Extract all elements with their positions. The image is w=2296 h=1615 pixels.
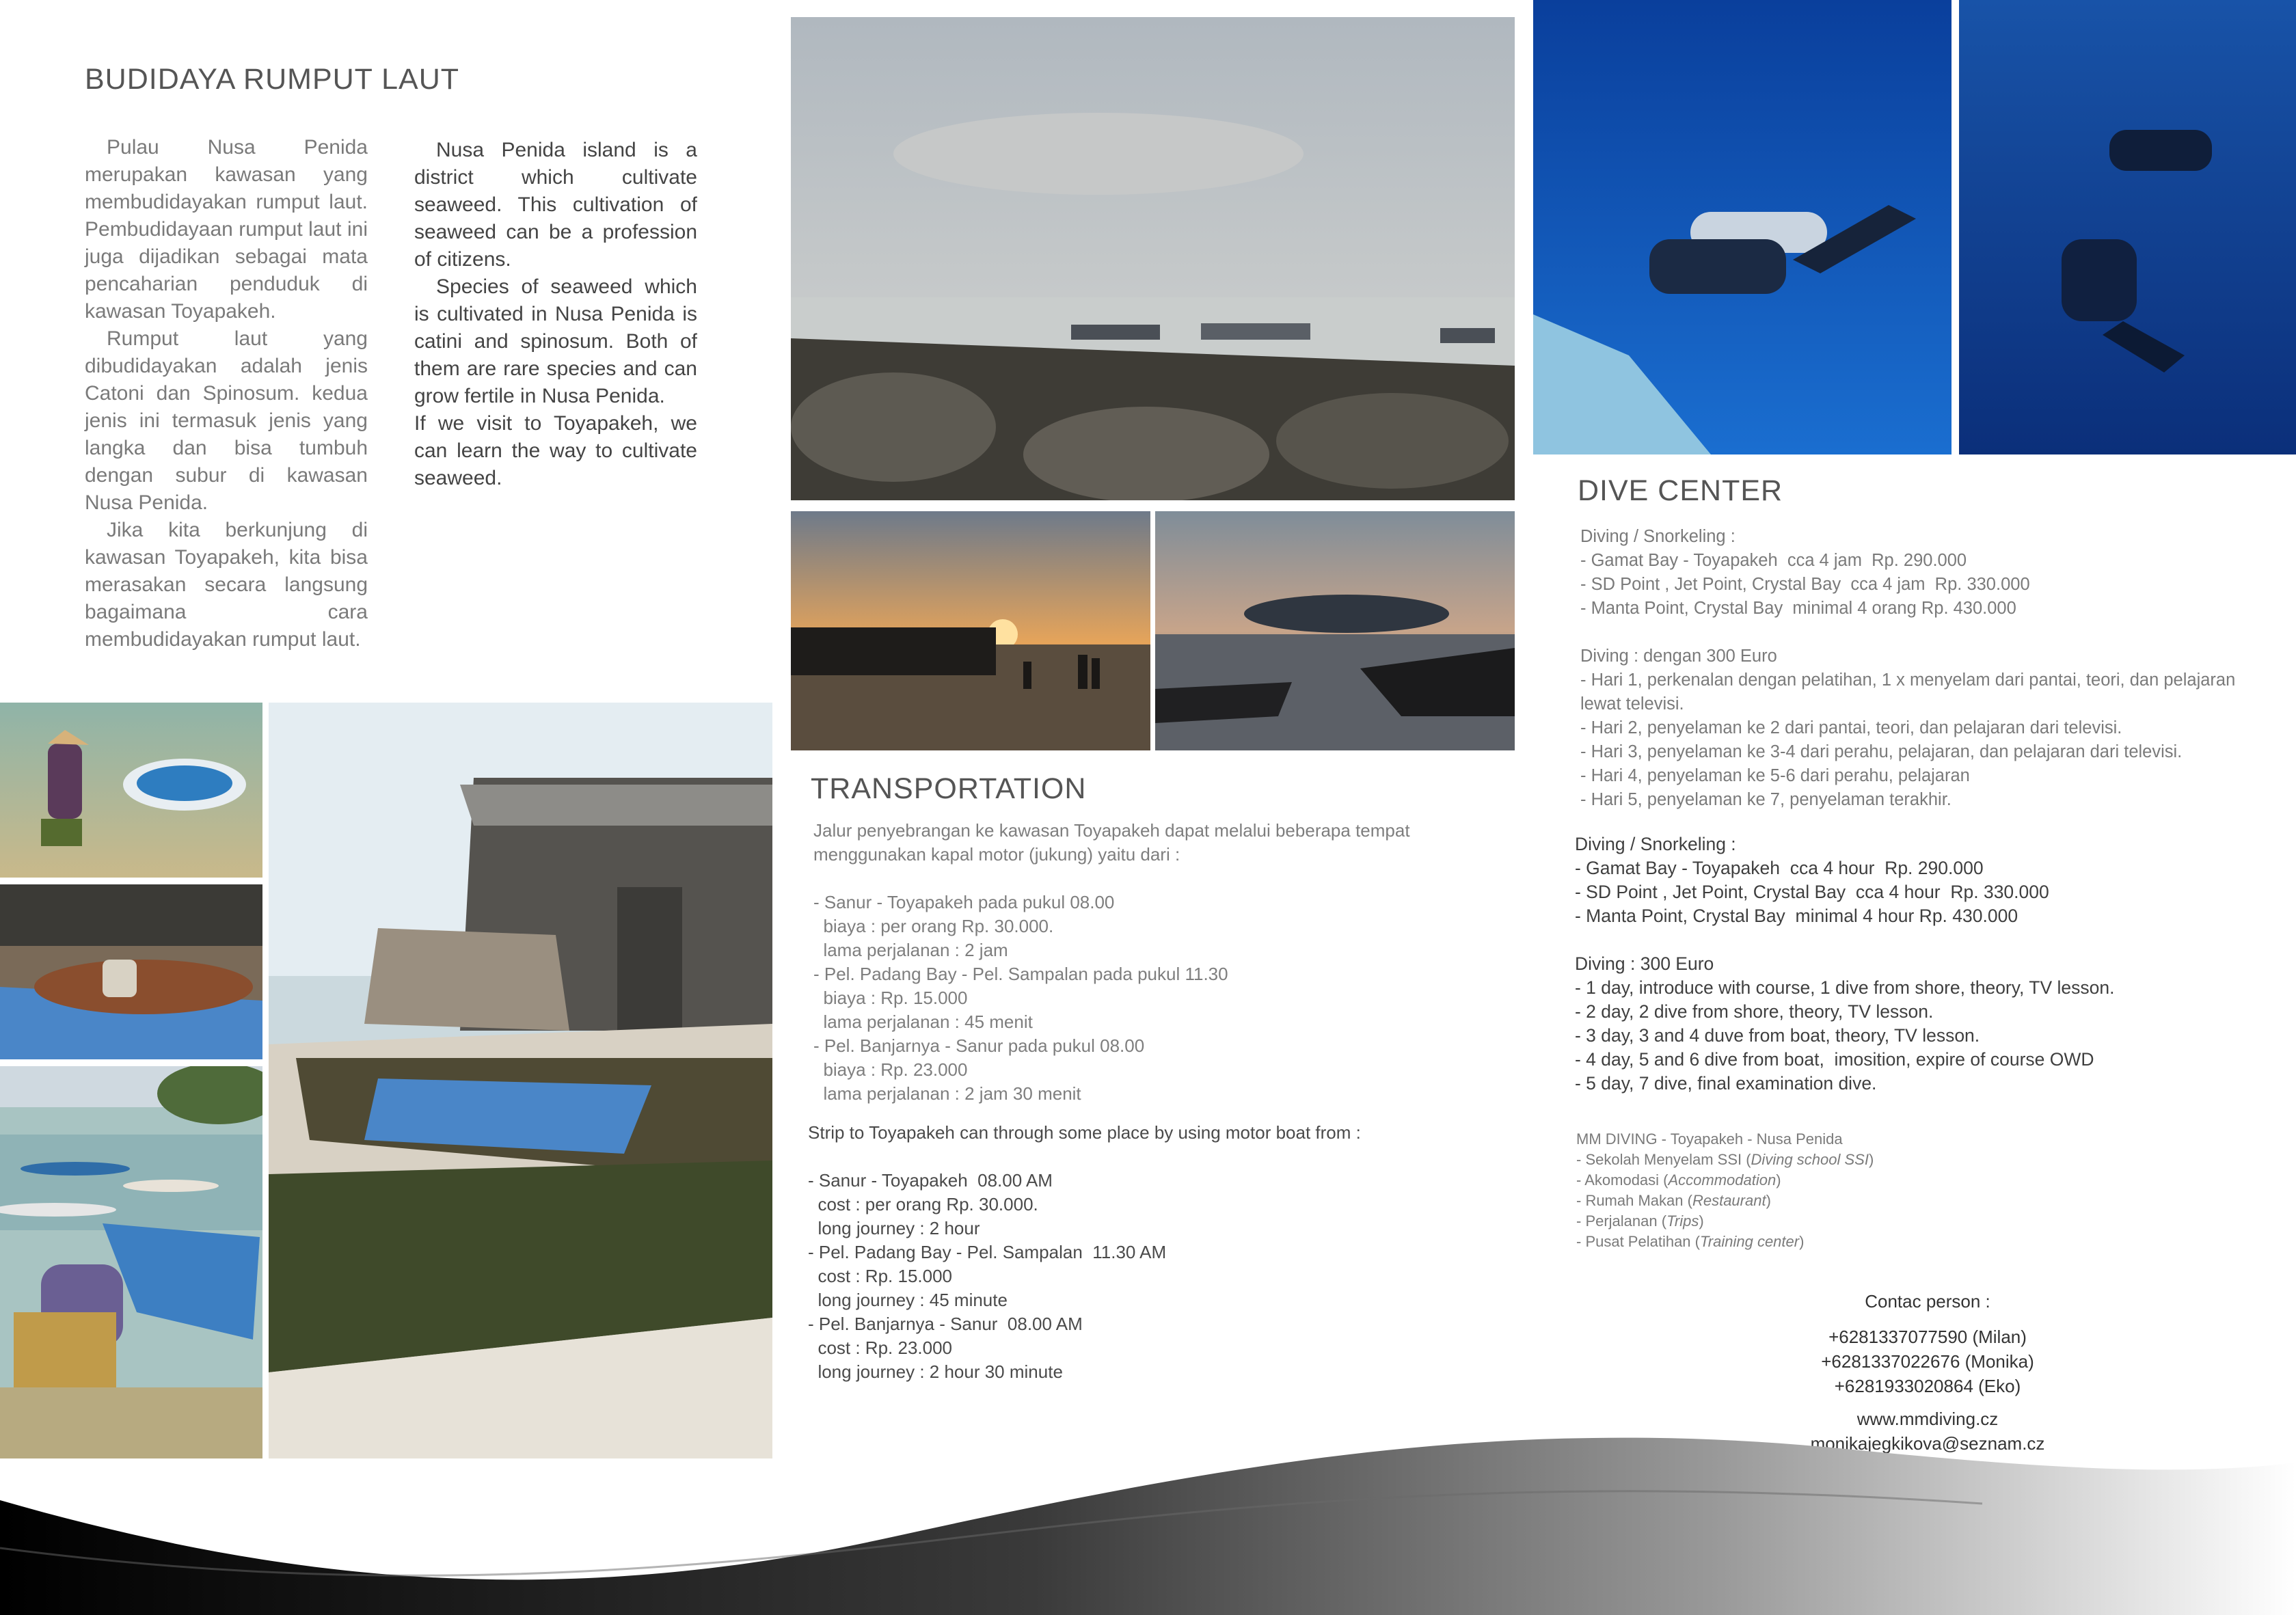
route-line: biaya : per orang Rp. 30.000. — [813, 916, 1054, 936]
dive-line: - 4 day, 5 and 6 dive from boat, imosition, expire of course OWD — [1575, 1049, 2094, 1070]
route-line: lama perjalanan : 2 jam — [813, 940, 1008, 960]
service-item: - Rumah Makan (Restaurant) — [1576, 1192, 1771, 1209]
bottom-wave-decoration — [0, 1422, 2296, 1615]
service-item: - Pusat Pelatihan (Training center) — [1576, 1233, 1805, 1250]
dive-en-block-2 — [1575, 952, 2286, 1096]
dive-line: Diving : 300 Euro — [1575, 953, 1714, 974]
dive-id-block-1 — [1580, 525, 2291, 621]
dive-line: - 5 day, 7 dive, final examination dive. — [1575, 1073, 1877, 1094]
seaweed-paragraph-en-3: If we visit to Toyapakeh, we can learn the way to cultivate seaweed. — [414, 412, 697, 489]
seaweed-text-indonesian — [85, 134, 368, 653]
dive-indonesian — [1580, 525, 2291, 812]
dive-line: - Gamat Bay - Toyapakeh cca 4 jam Rp. 290.000 — [1580, 551, 1967, 570]
route-line: cost : per orang Rp. 30.000. — [808, 1194, 1038, 1214]
dive-en-block-1 — [1575, 832, 2286, 928]
service-item: - Akomodasi (Accommodation) — [1576, 1171, 1781, 1189]
transportation-title: TRANSPORTATION — [811, 772, 1087, 805]
transport-routes-en — [808, 1169, 1423, 1384]
sunset-people-photo — [791, 511, 1150, 750]
dive-id-block-2 — [1580, 644, 2291, 812]
dive-line: - Manta Point, Crystal Bay minimal 4 hour Rp. 430.000 — [1575, 906, 2018, 926]
dive-line: lewat televisi. — [1580, 694, 1684, 714]
route-line: - Pel. Banjarnya - Sanur pada pukul 08.00 — [813, 1035, 1145, 1056]
dive-line: - Gamat Bay - Toyapakeh cca 4 hour Rp. 290.000 — [1575, 858, 1984, 878]
seaweed-text-english — [414, 137, 697, 492]
route-line: - Sanur - Toyapakeh 08.00 AM — [808, 1170, 1053, 1191]
divers-blue-photo — [1959, 0, 2296, 454]
transport-intro-en: Strip to Toyapakeh can through some place by using motor boat from : — [808, 1122, 1361, 1143]
dive-line: - 2 day, 2 dive from shore, theory, TV lesson. — [1575, 1001, 1934, 1022]
route-line: - Sanur - Toyapakeh pada pukul 08.00 — [813, 892, 1115, 912]
service-item: - Perjalanan (Trips) — [1576, 1212, 1704, 1230]
diver-coral-photo — [1533, 0, 1951, 454]
route-line: long journey : 2 hour — [808, 1218, 980, 1238]
dive-center-title: DIVE CENTER — [1578, 474, 1783, 507]
boats-bay-photo — [0, 1066, 262, 1458]
transportation-indonesian — [813, 819, 1415, 1106]
contact-phone[interactable]: +6281337022676 (Monika) — [1821, 1351, 2034, 1372]
dive-line: - 1 day, introduce with course, 1 dive from shore, theory, TV lesson. — [1575, 977, 2115, 998]
seaweed-paragraph-id-3: Jika kita berkunjung di kawasan Toyapakeh, kita bisa merasakan secara langsung bagaimana cara membudidayakan rumput laut. — [85, 519, 368, 651]
seaweed-title: BUDIDAYA RUMPUT LAUT — [85, 63, 460, 96]
contact-phone[interactable]: +6281337077590 (Milan) — [1828, 1327, 2027, 1347]
contact-phone[interactable]: +6281933020864 (Eko) — [1834, 1376, 2021, 1396]
seaweed-hut-photo — [269, 703, 772, 1458]
route-line: long journey : 2 hour 30 minute — [808, 1361, 1063, 1382]
dive-line: Diving / Snorkeling : — [1575, 834, 1736, 854]
route-line: biaya : Rp. 23.000 — [813, 1059, 968, 1080]
dive-line: - Hari 3, penyelaman ke 3-4 dari perahu, pelajaran, dan pelajaran dari televisi. — [1580, 742, 2183, 761]
route-line: biaya : Rp. 15.000 — [813, 988, 968, 1008]
seaweed-paragraph-en-1: Nusa Penida island is a district which cultivate seaweed. This cultivation of seaweed can be a profession of citizens. — [414, 139, 697, 271]
dive-line: - Hari 4, penyelaman ke 5-6 dari perahu, pelajaran — [1580, 766, 1970, 785]
email-link[interactable]: monikajegkikova@seznam.cz — [1810, 1433, 2045, 1454]
contact-title: Contac person : — [1865, 1291, 1990, 1312]
seaweed-paragraph-id-2: Rumput laut yang dibudidayakan adalah jenis Catoni dan Spinosum. kedua jenis ini termasuk jenis yang langka dan bisa tumbuh dengan subur di kawasan Nusa Penida. — [85, 327, 368, 514]
dive-line: - Hari 1, perkenalan dengan pelatihan, 1 x menyelam dari pantai, teori, dan pelajaran — [1580, 670, 2236, 690]
route-line: lama perjalanan : 2 jam 30 menit — [813, 1083, 1081, 1104]
dive-line: - 3 day, 3 and 4 duve from boat, theory, TV lesson. — [1575, 1025, 1980, 1046]
seaweed-drying-photo — [0, 884, 262, 1059]
dive-line: - Manta Point, Crystal Bay minimal 4 orang Rp. 430.000 — [1580, 599, 2016, 618]
transportation-english — [808, 1121, 1423, 1384]
sunset-boats-photo — [1155, 511, 1515, 750]
dive-line: Diving : dengan 300 Euro — [1580, 647, 1777, 666]
dive-line: - Hari 5, penyelaman ke 7, penyelaman terakhir. — [1580, 790, 1951, 809]
services-title: MM DIVING - Toyapakeh - Nusa Penida — [1576, 1130, 1843, 1148]
dive-line: - SD Point , Jet Point, Crystal Bay cca 4 jam Rp. 330.000 — [1580, 575, 2030, 594]
mm-diving-services — [1576, 1129, 2055, 1252]
seaweed-paragraph-id-1: Pulau Nusa Penida merupakan kawasan yang membudidayakan rumput laut. Pembudidayaan rumput laut ini juga dijadikan sebagai mata pencaharian penduduk di kawasan Toyapakeh. — [85, 136, 368, 323]
transport-intro-id: Jalur penyebrangan ke kawasan Toyapakeh dapat melalui beberapa tempat menggunakan kapal motor (jukung) yaitu dari : — [813, 820, 1410, 865]
transport-routes-id — [813, 891, 1415, 1106]
seaweed-farmer-photo — [0, 703, 262, 878]
service-item: - Sekolah Menyelam SSI (Diving school SSI) — [1576, 1151, 1874, 1168]
harbor-boats-photo — [791, 17, 1515, 500]
seaweed-paragraph-en-2: Species of seaweed which is cultivated in Nusa Penida is catini and spinosum. Both of them are rare species and can grow fertile in Nusa Penida. — [414, 275, 697, 407]
dive-line: Diving / Snorkeling : — [1580, 527, 1735, 546]
route-line: - Pel. Banjarnya - Sanur 08.00 AM — [808, 1314, 1083, 1334]
dive-line: - Hari 2, penyelaman ke 2 dari pantai, teori, dan pelajaran dari televisi. — [1580, 718, 2122, 737]
route-line: - Pel. Padang Bay - Pel. Sampalan pada pukul 11.30 — [813, 964, 1228, 984]
dive-english — [1575, 832, 2286, 1096]
route-line: lama perjalanan : 45 menit — [813, 1012, 1033, 1032]
route-line: cost : Rp. 23.000 — [808, 1338, 953, 1358]
route-line: long journey : 45 minute — [808, 1290, 1008, 1310]
route-line: cost : Rp. 15.000 — [808, 1266, 953, 1286]
website-link[interactable]: www.mmdiving.cz — [1856, 1409, 1999, 1429]
dive-line: - SD Point , Jet Point, Crystal Bay cca 4 hour Rp. 330.000 — [1575, 882, 2049, 902]
route-line: - Pel. Padang Bay - Pel. Sampalan 11.30 AM — [808, 1242, 1167, 1262]
